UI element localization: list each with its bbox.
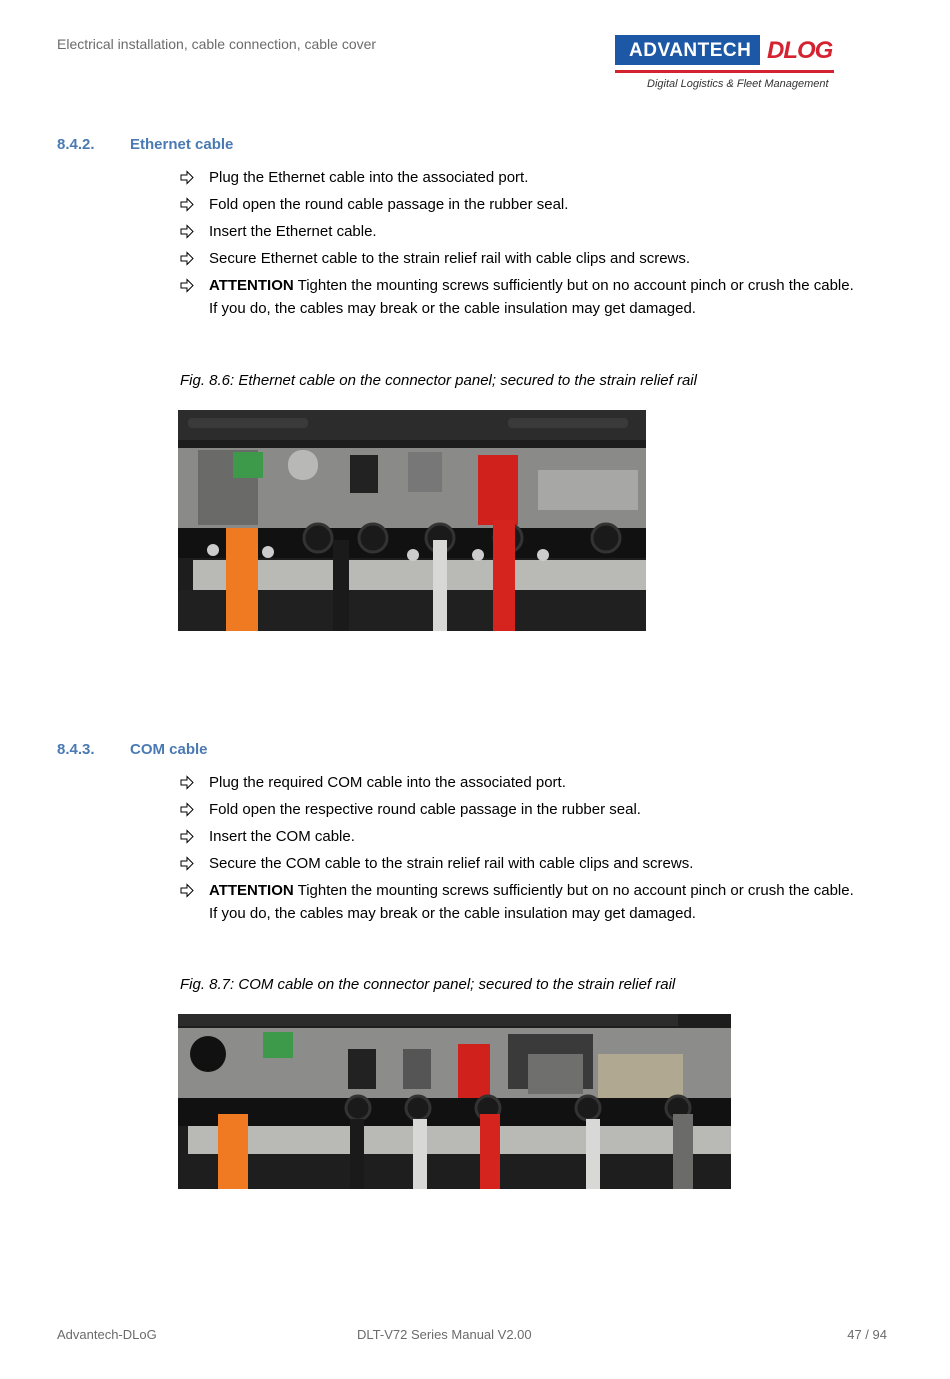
step-text: Secure Ethernet cable to the strain relief rail with cable clips and screws. bbox=[209, 250, 691, 267]
attention-label: ATTENTION bbox=[209, 882, 294, 899]
attention-text-continued: If you do, the cables may break or the cable insulation may get damaged. bbox=[209, 905, 696, 922]
section-title: COM cable bbox=[130, 741, 208, 758]
footer-page-number: 47 / 94 bbox=[847, 1327, 887, 1342]
attention-text-continued: If you do, the cables may break or the cable insulation may get damaged. bbox=[209, 300, 696, 317]
logo-underline bbox=[615, 70, 834, 73]
dlog-wordmark: DLOG bbox=[767, 37, 833, 64]
figure-caption: Fig. 8.7: COM cable on the connector panel; secured to the strain relief rail bbox=[180, 976, 676, 993]
arrow-right-icon bbox=[180, 220, 194, 243]
arrow-right-icon bbox=[180, 274, 194, 297]
arrow-right-icon bbox=[180, 798, 194, 821]
step-text bbox=[209, 879, 889, 925]
advantech-logo-block bbox=[615, 35, 760, 65]
footer-company: Advantech-DLoG bbox=[57, 1327, 157, 1342]
arrow-right-icon bbox=[180, 771, 194, 794]
step-text bbox=[209, 274, 889, 320]
step-text: Plug the Ethernet cable into the associated port. bbox=[209, 169, 529, 186]
step-text: Fold open the round cable passage in the rubber seal. bbox=[209, 196, 569, 213]
step-text: Insert the COM cable. bbox=[209, 828, 355, 845]
attention-label: ATTENTION bbox=[209, 277, 294, 294]
step-text: Fold open the respective round cable passage in the rubber seal. bbox=[209, 801, 641, 818]
section-number: 8.4.3. bbox=[57, 741, 95, 758]
arrow-right-icon bbox=[180, 852, 194, 875]
figure-caption: Fig. 8.6: Ethernet cable on the connector panel; secured to the strain relief rail bbox=[180, 372, 697, 389]
section-title: Ethernet cable bbox=[130, 136, 234, 153]
logo-tagline: Digital Logistics & Fleet Management bbox=[647, 78, 829, 90]
arrow-right-icon bbox=[180, 879, 194, 902]
arrow-right-icon bbox=[180, 825, 194, 848]
advantech-wordmark: ADVANTECH bbox=[629, 40, 752, 61]
footer-manual-title: DLT-V72 Series Manual V2.00 bbox=[357, 1327, 532, 1342]
section-number: 8.4.2. bbox=[57, 136, 95, 153]
arrow-right-icon bbox=[180, 166, 194, 189]
arrow-right-icon bbox=[180, 193, 194, 216]
step-text: Insert the Ethernet cable. bbox=[209, 223, 377, 240]
figure-photo-ethernet bbox=[178, 410, 646, 631]
figure-photo-com bbox=[178, 1014, 731, 1189]
company-logo bbox=[615, 35, 835, 95]
ethernet-panel-photo-illustration bbox=[178, 410, 646, 631]
attention-text: Tighten the mounting screws sufficiently but on no account pinch or crush the cable. bbox=[293, 882, 854, 899]
running-header: Electrical installation, cable connection, cable cover bbox=[57, 36, 377, 52]
com-panel-photo-illustration bbox=[178, 1014, 731, 1189]
arrow-right-icon bbox=[180, 247, 194, 270]
step-text: Plug the required COM cable into the associated port. bbox=[209, 774, 566, 791]
step-text: Secure the COM cable to the strain relief rail with cable clips and screws. bbox=[209, 855, 694, 872]
attention-text: Tighten the mounting screws sufficiently but on no account pinch or crush the cable. bbox=[293, 277, 854, 294]
